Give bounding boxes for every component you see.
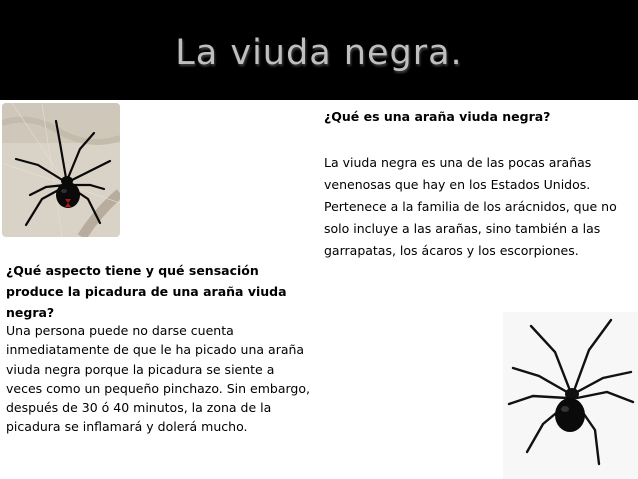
question2-body: Una persona puede no darse cuenta inmediatamente de que le ha picado una araña viuda negra porque la picadura se siente a veces como un pequeño pinchazo. Sin embargo, después de 30 ó 40 minutos, la zona de la picadura se inflamará y dolerá mucho. [6, 323, 310, 435]
question2-heading: ¿Qué aspecto tiene y qué sensación produce la picadura de una araña viuda negra? [6, 263, 287, 320]
slide-title: La viuda negra. [175, 33, 463, 73]
question1-heading: ¿Qué es una araña viuda negra? [324, 109, 551, 124]
spider-photo-top-left [2, 103, 120, 237]
question1-body: La viuda negra es una de las pocas arañas venenosas que hay en los Estados Unidos. Pertenece a la familia de los arácnidos, que no solo incluye a las arañas, sino también a las garrapatas, los ácaros y los escorpiones. [324, 155, 617, 258]
spider-photo-bottom-right [503, 312, 638, 479]
